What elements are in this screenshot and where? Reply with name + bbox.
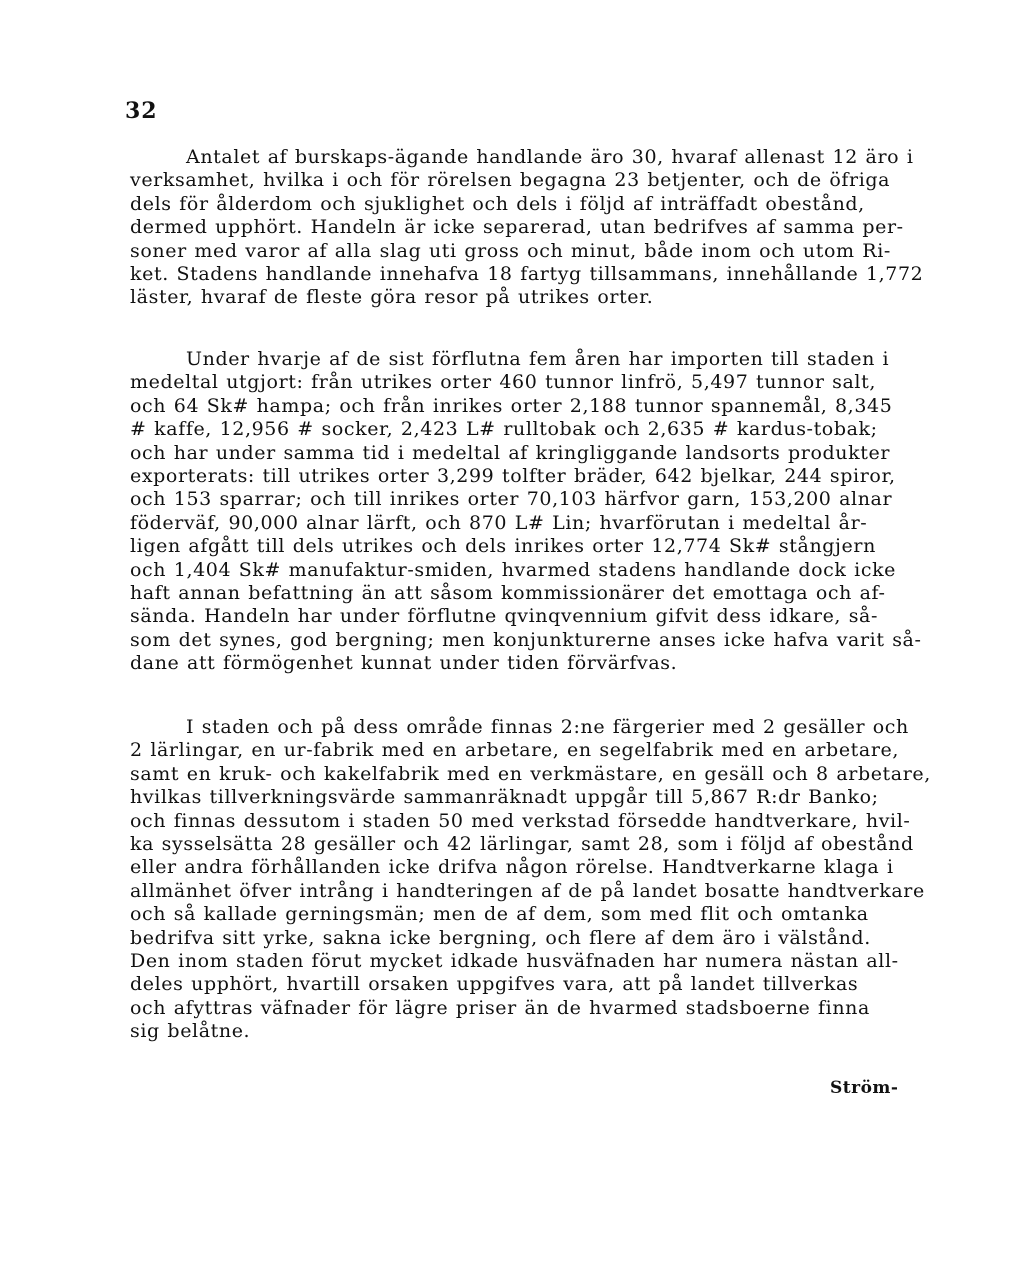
text-line: 2 lärlingar, en ur-fabrik med en arbetare, en segelfabrik med en arbetare,: [130, 739, 899, 762]
text-line: dels för ålderdom och sjuklighet och dels i följd af inträffadt obestånd,: [130, 192, 865, 215]
text-line: ligen afgått till dels utrikes och dels inrikes orter 12,774 Sk# stångjern: [130, 535, 876, 558]
text-line: och afyttras väfnader för lägre priser än de hvarmed stadsboerne finna: [130, 996, 870, 1019]
text-line: # kaffe, 12,956 # socker, 2,423 L# rulltobak och 2,635 # kardus-tobak;: [130, 418, 878, 441]
text-line: läster, hvaraf de fleste göra resor på utrikes orter.: [130, 286, 654, 309]
text-line: och 64 Sk# hampa; och från inrikes orter 2,188 tunnor spannemål, 8,345: [130, 394, 893, 417]
paragraph-merchants: [130, 146, 952, 310]
text-line: Den inom staden förut mycket idkade husväfnaden har numera nästan all-: [130, 950, 899, 973]
catchword: Ström-: [830, 1078, 899, 1098]
text-line: sig belåtne.: [130, 1020, 251, 1043]
paragraph-crafts: [130, 716, 952, 1044]
text-line: och 1,404 Sk# manufaktur-smiden, hvarmed stadens handlande dock icke: [130, 558, 897, 581]
text-line: föderväf, 90,000 alnar lärft, och 870 L# Lin; hvarförutan i medeltal år-: [130, 511, 868, 534]
text-line: deles upphört, hvartill orsaken uppgifves vara, att på landet tillverkas: [130, 973, 859, 996]
text-line: I staden och på dess område finnas 2:ne färgerier med 2 gesäller och: [186, 716, 909, 738]
text-line: och har under samma tid i medeltal af kringliggande landsorts produkter: [130, 441, 890, 464]
text-line: soner med varor af alla slag uti gross och minut, både inom och utom Ri-: [130, 239, 891, 262]
text-line: ka sysselsätta 28 gesäller och 42 lärlingar, samt 28, som i följd af obestånd: [130, 833, 914, 856]
text-line: Antalet af burskaps-ägande handlande äro 30, hvaraf allenast 12 äro i: [186, 146, 914, 168]
text-line: och finnas dessutom i staden 50 med verkstad försedde handtverkare, hvil-: [130, 809, 911, 832]
page-number: 32: [125, 98, 158, 124]
text-line: medeltal utgjort: från utrikes orter 460 tunnor linfrö, 5,497 tunnor salt,: [130, 371, 876, 394]
text-line: samt en kruk- och kakelfabrik med en verkmästare, en gesäll och 8 arbetare,: [130, 762, 931, 785]
text-line: dermed upphört. Handeln är icke separerad, utan bedrifves af samma per-: [130, 216, 904, 239]
text-line: verksamhet, hvilka i och för rörelsen begagna 23 betjenter, och de öfriga: [130, 169, 891, 192]
text-line: bedrifva sitt yrke, sakna icke bergning, och flere af dem äro i välstånd.: [130, 926, 871, 949]
text-line: allmänhet öfver intrång i handteringen af de på landet bosatte handtverkare: [130, 879, 925, 902]
text-line: ket. Stadens handlande innehafva 18 fartyg tillsammans, innehållande 1,772: [130, 263, 924, 286]
text-line: hvilkas tillverkningsvärde sammanräknadt uppgår till 5,867 R:dr Banko;: [130, 786, 879, 809]
text-line: som det synes, god bergning; men konjunkturerne anses icke hafva varit så-: [130, 628, 922, 651]
text-line: dane att förmögenhet kunnat under tiden förvärfvas.: [130, 652, 678, 675]
text-line: exporterats: till utrikes orter 3,299 tolfter bräder, 642 bjelkar, 244 spiror,: [130, 465, 896, 488]
text-line: haft annan befattning än att såsom kommissionärer det emottaga och af-: [130, 582, 886, 605]
text-line: sända. Handeln har under förflutne qvinqvennium gifvit dess idkare, så-: [130, 605, 879, 628]
text-line: eller andra förhållanden icke drifva någon rörelse. Handtverkarne klaga i: [130, 856, 894, 879]
text-line: och så kallade gerningsmän; men de af dem, som med flit och omtanka: [130, 903, 869, 926]
paragraph-trade: [130, 348, 952, 676]
text-line: Under hvarje af de sist förflutna fem åren har importen till staden i: [186, 348, 890, 370]
text-line: och 153 sparrar; och till inrikes orter 70,103 härfvor garn, 153,200 alnar: [130, 488, 893, 511]
